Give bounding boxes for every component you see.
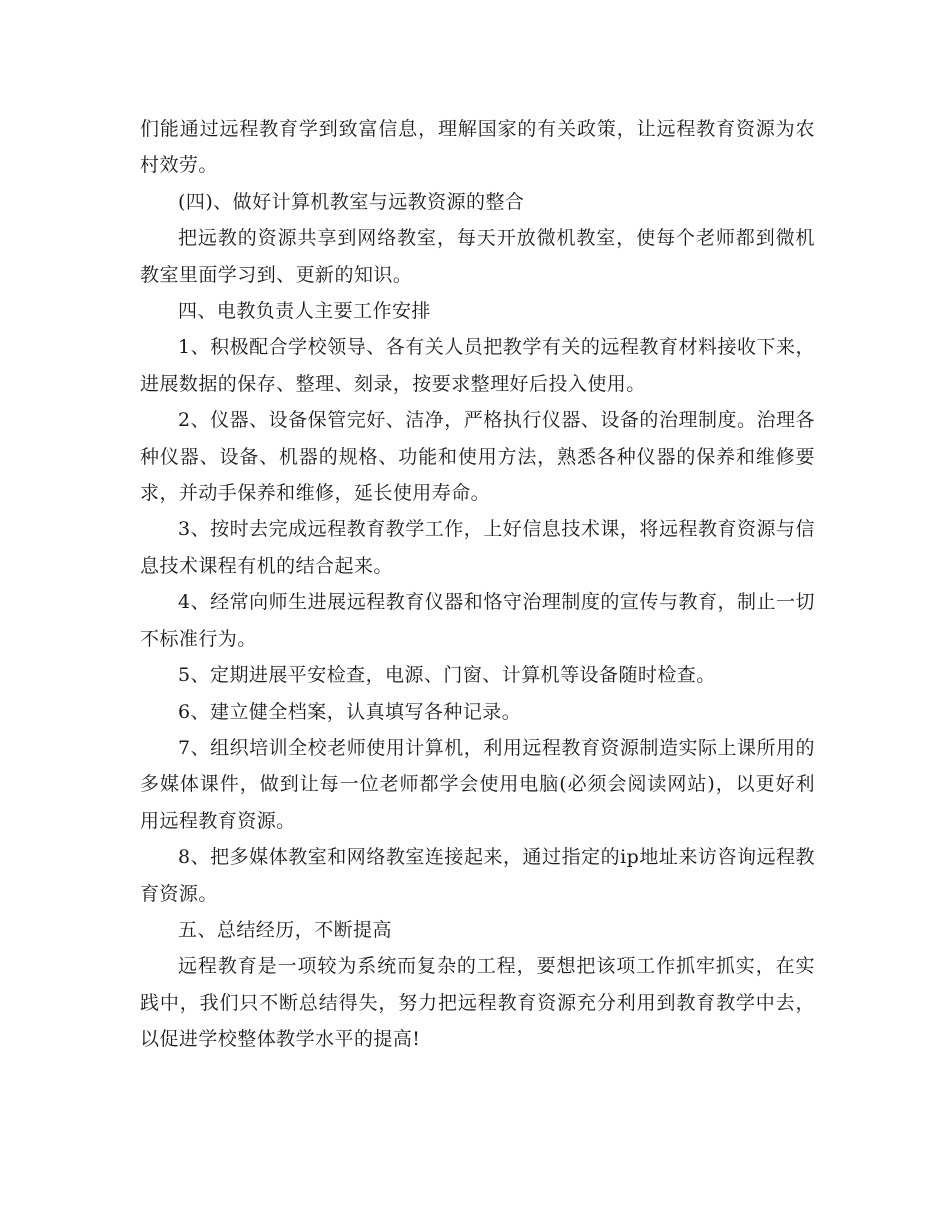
section-heading: 四、电教负责人主要工作安排 <box>178 300 431 323</box>
list-item: 8、把多媒体教室和网络教室连接起来，通过指定的ip地址来访咨询远程教育资源。 <box>140 846 815 905</box>
list-item: 7、组织培训全校老师使用计算机，利用远程教育资源制造实际上课所用的多媒体课件，做到让每一位老师都学会使用电脑(必须会阅读网站)，以更好利用远程教育资源。 <box>140 736 815 832</box>
paragraph: 远程教育是一项较为系统而复杂的工程，要想把该项工作抓牢抓实，在实践中，我们只不断总结得失，努力把远程教育资源充分利用到教育教学中去，以促进学校整体教学水平的提高! <box>140 955 815 1051</box>
section-heading: 五、总结经历，不断提高 <box>178 918 392 941</box>
list-item: 5、定期进展平安检查，电源、门窗、计算机等设备随时检查。 <box>178 664 716 687</box>
document-body <box>140 111 815 1058</box>
list-item: 3、按时去完成远程教育教学工作，上好信息技术课，将远程教育资源与信息技术课程有机的结合起来。 <box>140 518 815 577</box>
list-item: 2、仪器、设备保管完好、洁净，严格执行仪器、设备的治理制度。治理各种仪器、设备、机器的规格、功能和使用方法，熟悉各种仪器的保养和维修要求，并动手保养和维修，延长使用寿命。 <box>140 409 815 505</box>
paragraph: 把远教的资源共享到网络教室，每天开放微机教室，使每个老师都到微机教室里面学习到、更新的知识。 <box>140 227 815 286</box>
section-heading: (四)、做好计算机教室与远教资源的整合 <box>178 190 525 213</box>
list-item: 4、经常向师生进展远程教育仪器和恪守治理制度的宣传与教育，制止一切不标准行为。 <box>140 591 815 650</box>
list-item: 1、积极配合学校领导、各有关人员把教学有关的远程教育材料接收下来，进展数据的保存、整理、刻录，按要求整理好后投入使用。 <box>140 336 815 395</box>
list-item: 6、建立健全档案，认真填写各种记录。 <box>178 700 522 723</box>
paragraph: 们能通过远程教育学到致富信息，理解国家的有关政策，让远程教育资源为农村效劳。 <box>140 118 815 177</box>
